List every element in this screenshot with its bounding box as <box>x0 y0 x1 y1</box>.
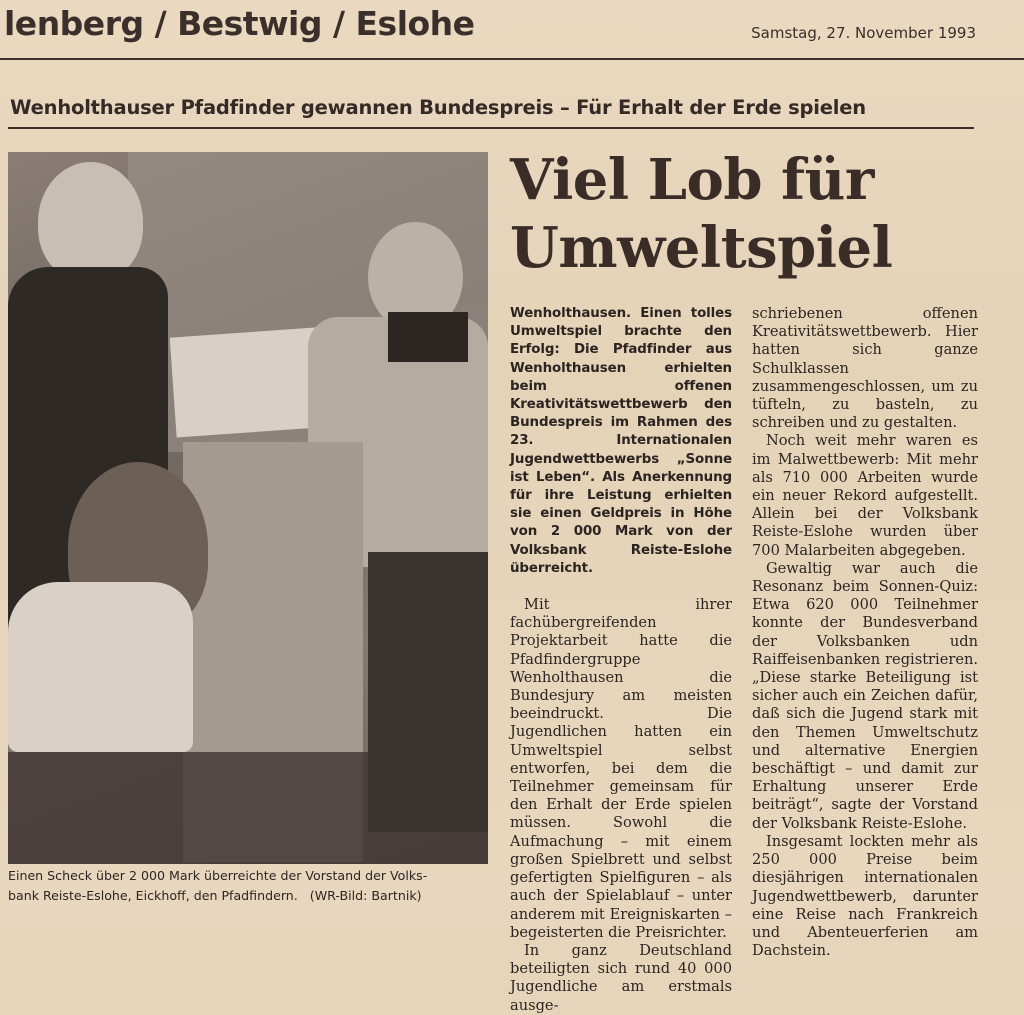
article-paragraph: schriebenen offenen Kreativitätswettbewerb. Hier hatten sich ganze Schulklassen zusammengeschlossen, um zu tüfteln, zu basteln, zu schreiben und zu gestalten. <box>752 305 978 432</box>
article-paragraph: Mit ihrer fachübergreifenden Projektarbeit hatte die Pfadfindergruppe Wenholthausen die Bundesjury am meisten beeindruckt. Die Jugendlichen hatten ein Umweltspiel selbst entworfen, bei dem die Teilnehmer gemeinsam für den Erhalt der Erde spielen müssen. Sowohl die Aufmachung – mit einem großen Spielbrett und selbst gefertigten Spielfiguren – als auch der Spielablauf – unter anderem mit Ereigniskarten – begeisterten die Preisrichter. <box>510 596 732 941</box>
news-photo <box>8 152 488 864</box>
photo-girl-jacket <box>8 582 193 752</box>
section-title: lenberg / Bestwig / Eslohe <box>4 4 475 43</box>
article-paragraph: In ganz Deutschland beteiligten sich rund 40 000 Jugendliche am erstmals ausge- <box>510 941 732 1014</box>
headline-line-2: Umweltspiel <box>510 215 893 281</box>
headline <box>510 146 1010 282</box>
subheadline: Wenholthauser Pfadfinder gewannen Bundespreis – Für Erhalt der Erde spielen <box>10 96 866 119</box>
photo-pants <box>368 552 488 832</box>
subhead-rule <box>8 127 974 129</box>
article-paragraph: Gewaltig war auch die Resonanz beim Sonnen-Quiz: Etwa 620 000 Teilnehmer konnte der Bundesverband der Volksbanken udn Raiffeisenbanken registrieren. „Diese starke Beteiligung ist sicher auch ein Zeichen dafür, daß sich die Jugend stark mit den Themen Umweltschutz und alternative Energien beschäftigt – und damit zur Erhaltung unserer Erde beiträgt“, sagte der Vorstand der Volksbank Reiste-Eslohe. <box>752 559 978 832</box>
article-column-1 <box>510 305 732 1015</box>
article-paragraph: Noch weit mehr waren es im Malwettbewerb: Mit mehr als 710 000 Arbeiten wurde ein neuer Rekord aufgestellt. Allein bei der Volksbank Reiste-Eslohe wurden über 700 Malarbeiten abgegeben. <box>752 432 978 559</box>
issue-date: Samstag, 27. November 1993 <box>751 24 976 42</box>
caption-line-2: bank Reiste-Eslohe, Eickhoff, den Pfadfindern. (WR-Bild: Bartnik) <box>8 888 422 903</box>
caption-line-1: Einen Scheck über 2 000 Mark überreichte der Vorstand der Volks- <box>8 868 428 883</box>
photo-caption <box>8 866 493 906</box>
article-paragraph: Insgesamt lockten mehr als 250 000 Preise beim diesjährigen internationalen Jugendwettbewerb, darunter eine Reise nach Frankreich und Abenteuerferien am Dachstein. <box>752 832 978 960</box>
headline-line-1: Viel Lob für <box>510 147 874 213</box>
photo-boy-collar <box>388 312 468 362</box>
photo-man-head <box>38 162 143 282</box>
article-lead: Wenholthausen. Einen tolles Umweltspiel brachte den Erfolg: Die Pfadfinder aus Wenholthausen erhielten beim offenen Kreativitätswettbewerb den Bundespreis im Rahmen des 23. Internationalen Jugendwettbewerbs „Sonne ist Leben“. Als Anerkennung für ihre Leistung erhielten sie einen Geldpreis in Höhe von 2 000 Mark von der Volksbank Reiste-Eslohe überreicht. <box>510 306 732 576</box>
header-rule <box>0 58 1024 60</box>
article-column-2 <box>752 305 978 960</box>
